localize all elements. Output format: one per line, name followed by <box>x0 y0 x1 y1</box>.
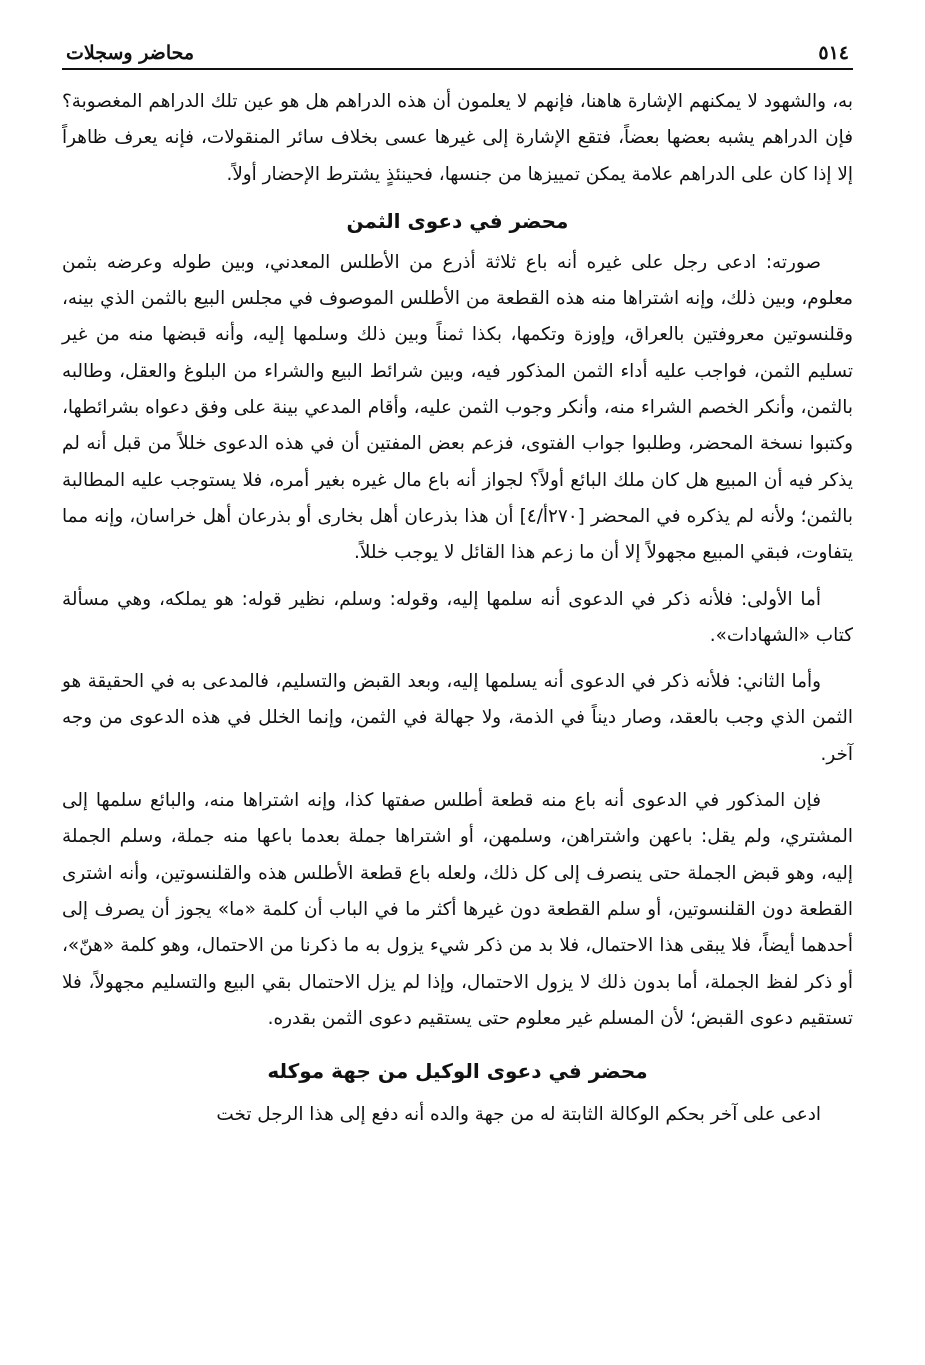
body-paragraph: وأما الثاني: فلأنه ذكر في الدعوى أنه يسلمها إليه، وبعد القبض والتسليم، فالمدعى به في الحقيقة هو الثمن الذي وجب بالعقد، وصار ديناً في الذمة، ولا جهالة في الثمن، وإنما الخلل في هذه الدعوى من وجه آخر. <box>62 671 853 765</box>
body-paragraph: فإن المذكور في الدعوى أنه باع منه قطعة أطلس صفتها كذا، وإنه اشتراها منه، والبائع سلمها إلى المشتري، ولم يقل: باعهن واشتراهن، وسلمهن، أو اشتراها جملة بعدما باعها منه جملة، وسلم الجملة إليه، وهو قبض الجملة حتى ينصرف إلى كل ذلك، ولعله باع قطعة الأطلس هذه والقلنسوتين، وأنه اشترى القطعة دون القلنسوتين، أو سلم القطعة دون غيرها أكثر ما في الباب أن كلمة «ما» يجوز أن يصرف إلى أحدهما أيضاً، فلا يبقى هذا الاحتمال، فلا بد من ذكر شيء يزول به ما ذكرنا من الاحتمال، وهو كلمة «هنّ»، أو ذكر لفظ الجملة، أما بدون ذلك لا يزول الاحتمال، وإذا لم يزل الاحتمال بقي البيع والتسليم مجهولاً، فلا تستقيم دعوى القبض؛ لأن المسلم غير معلوم حتى يستقيم دعوى الثمن بقدره. <box>62 790 853 1029</box>
book-title: محاضر وسجلات <box>66 42 195 64</box>
body-paragraph: أما الأولى: فلأنه ذكر في الدعوى أنه سلمها إليه، وقوله: وسلم، نظير قوله: هو يملكه، وهي مسألة كتاب «الشهادات». <box>62 588 853 646</box>
section-heading-agent-claim: محضر في دعوى الوكيل من جهة موكله <box>267 1059 648 1084</box>
document-page <box>62 30 853 1345</box>
section-heading-price-claim: محضر في دعوى الثمن <box>346 208 569 233</box>
page-number: ٥١٤ <box>818 42 849 64</box>
body-paragraph: صورته: ادعى رجل على غيره أنه باع ثلاثة أذرع من الأطلس المعدني، وبين طوله وعرضه بثمن معلوم، وبين ذلك، وإنه اشتراها منه هذه القطعة من الأطلس الموصوف في مجلس البيع بالثمن الذي بينه، وقلنسوتين معروفتين بالعراق، وإوزة وتكمها، بكذا ثمناً وبين ذلك وسلمها إليه، وأنه قبضها منه من غير تسليم الثمن، فواجب عليه أداء الثمن المذكور فيه، وبين شرائط البيع والشراء من البلوغ والعقل، وطالبه بالثمن، وأنكر الخصم الشراء منه، وأنكر وجوب الثمن عليه، وأقام المدعي بينة على وفق دعواه بشرائطها، وكتبوا نسخة المحضر، وطلبوا جواب الفتوى، فزعم بعض المفتين أن في هذه الدعوى خللاً من قبل أنه لم يذكر فيه أن المبيع هل كان ملك البائع أولاً؟ لجواز أنه باع مال غيره بغير أمره، فلا يستوجب عليه المطالبة بالثمن؛ ولأنه لم يذكره في المحضر [٢٧٠أ/٤] أن هذا بذرعان أهل بخارى أو بذرعان أهل خراسان، وإنه مما يتفاوت، فبقي المبيع مجهولاً إلا أن ما زعم هذا القائل لا يوجب خللاً. <box>62 251 853 564</box>
running-header <box>62 30 853 70</box>
body-paragraph: ادعى على آخر بحكم الوكالة الثابتة له من جهة والده أنه دفع إلى هذا الرجل تخت <box>216 1104 821 1126</box>
page-body <box>62 84 853 1133</box>
continuation-paragraph: به، والشهود لا يمكنهم الإشارة هاهنا، فإنهم لا يعلمون أن هذه الدراهم هل هو عين تلك الدراهم المغصوبة؟ فإن الدراهم يشبه بعضها بعضاً، فتقع الإشارة إلى غيرها عسى بخلاف سائر المنقولات، فإنه يعرف ظاهراً إلا إذا كان على الدراهم علامة يمكن تمييزها من جنسها، فحينئذٍ يشترط الإحضار أولاً. <box>62 91 853 185</box>
